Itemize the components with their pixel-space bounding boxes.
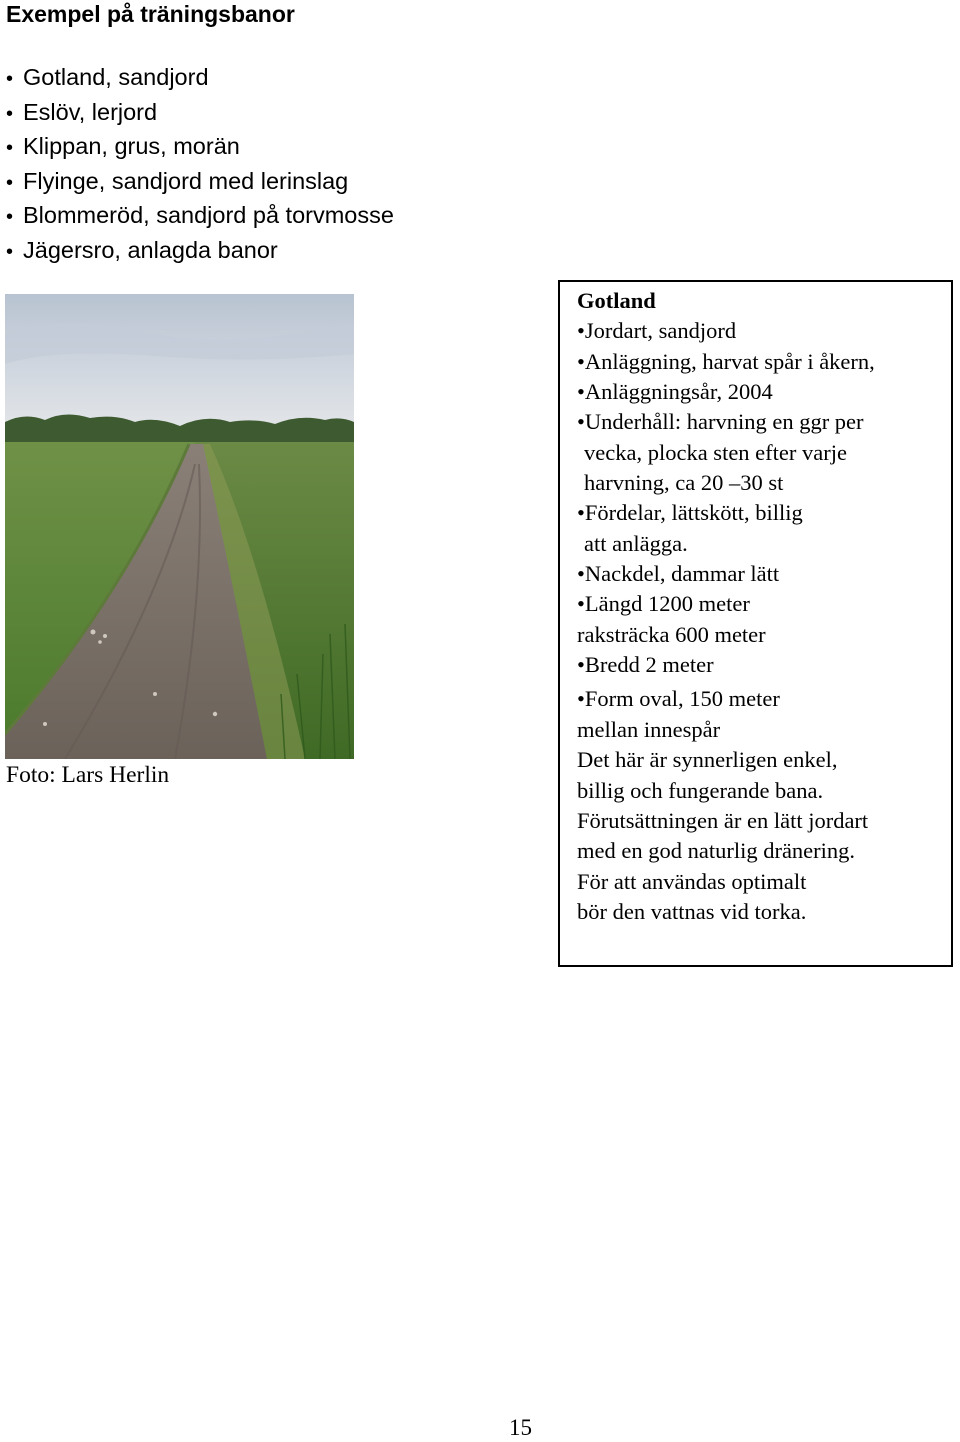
info-line: •Underhåll: harvning en ggr per — [577, 409, 864, 435]
bullet: • — [6, 240, 14, 263]
list-item — [6, 60, 394, 95]
page-number: 15 — [509, 1415, 532, 1440]
info-line: raksträcka 600 meter — [577, 621, 766, 647]
bullet: • — [6, 206, 14, 228]
list-item — [6, 164, 394, 199]
info-line: •Jordart, sandjord — [577, 318, 737, 344]
bullet: • — [6, 171, 14, 194]
info-line: harvning, ca 20 –30 st — [584, 470, 784, 496]
info-line: •Anläggning, harvat spår i åkern, — [577, 348, 875, 374]
info-box-content — [577, 286, 875, 927]
info-box-title: Gotland — [577, 288, 656, 313]
info-line: billig och fungerande bana. — [577, 777, 824, 803]
info-line: mellan innespår — [577, 716, 721, 742]
list-item-label: Gotland, sandjord — [23, 64, 209, 90]
bullet: • — [6, 102, 14, 125]
list-item-label: Jägersro, anlagda banor — [23, 236, 278, 263]
sky — [5, 294, 354, 434]
info-line: •Anläggningsår, 2004 — [577, 379, 773, 405]
info-line: •Längd 1200 meter — [577, 591, 750, 617]
info-line: Det här är synnerligen enkel, — [577, 747, 838, 773]
info-line: bör den vattnas vid torka. — [577, 898, 807, 924]
list-item — [6, 233, 394, 268]
info-line: •Fördelar, lättskött, billig — [577, 500, 803, 526]
list-item — [6, 129, 394, 164]
info-line: •Bredd 2 meter — [577, 652, 714, 678]
list-item-label: Flyinge, sandjord med lerinslag — [23, 167, 349, 194]
bullet: • — [6, 68, 14, 90]
info-line: •Nackdel, dammar lätt — [577, 561, 780, 587]
info-line: För att användas optimalt — [577, 868, 807, 894]
track-photo-illustration — [5, 294, 354, 759]
page-heading: Exempel på träningsbanor — [6, 1, 295, 27]
info-line: med en god naturlig dränering. — [577, 838, 856, 864]
info-line: vecka, plocka sten efter varje — [584, 439, 847, 465]
list-item-label: Blommeröd, sandjord på torvmosse — [23, 202, 394, 228]
list-item — [6, 198, 394, 233]
info-line: •Form oval, 150 meter — [577, 686, 780, 712]
list-item-label: Eslöv, lerjord — [23, 98, 158, 125]
list-item — [6, 95, 394, 130]
info-line: Förutsättningen är en lätt jordart — [577, 807, 869, 833]
photo-caption: Foto: Lars Herlin — [6, 762, 170, 788]
info-line: att anlägga. — [584, 530, 688, 556]
bullet: • — [6, 137, 14, 159]
list-item-label: Klippan, grus, morän — [23, 133, 240, 159]
training-track-list — [6, 60, 394, 267]
track-photo — [5, 294, 354, 759]
info-box-gotland — [558, 280, 953, 967]
